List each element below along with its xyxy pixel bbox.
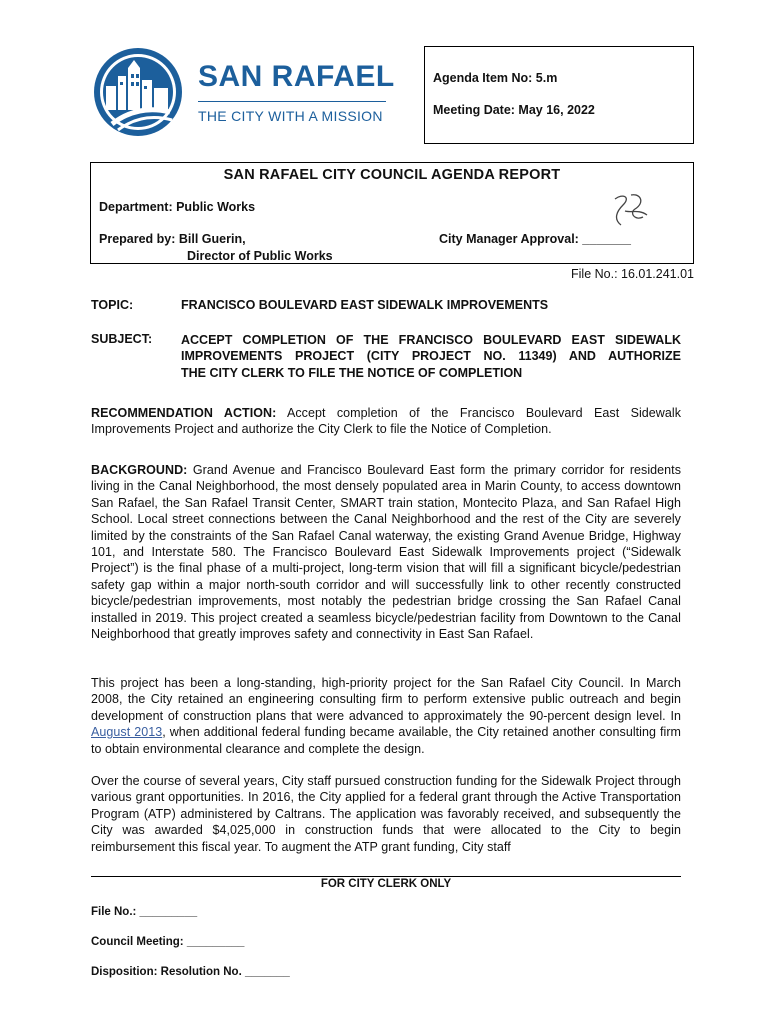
funding-paragraph: Over the course of several years, City staff pursued construction funding for the Sidewalk Project through various grant opportunities. In 2016, the City applied for a federal grant through the Active Transportation Program (ATP) administered by Caltrans. The application was favorably received, and subsequently the City was awarded $4,025,000 in construction funds that were allocated to the City to begin reimbursement this fiscal year. To augment the ATP grant funding, City staff xyxy=(91,774,681,854)
history-text-start: This project has been a long-standing, high-priority project for the San Rafael City Council. In March 2008, the City retained an engineering consulting firm to perform extensive public outreach and begin development of construction plans that were advanced to approximately the 90-percent design level. In xyxy=(91,676,681,723)
august-2013-link[interactable]: August 2013 xyxy=(91,725,163,740)
city-seal-icon xyxy=(92,46,184,138)
clerk-council-meeting: Council Meeting: _________ xyxy=(91,936,245,948)
logo-divider xyxy=(198,101,386,102)
topic-text: FRANCISCO BOULEVARD EAST SIDEWALK IMPROVEMENTS xyxy=(181,298,549,312)
clerk-disposition: Disposition: Resolution No. _______ xyxy=(91,966,290,978)
city-manager-approval: City Manager Approval: _______ xyxy=(439,232,631,246)
preparer-title: Director of Public Works xyxy=(187,249,333,263)
subject-line: THE CITY CLERK TO FILE THE NOTICE OF COMPLETION xyxy=(181,365,523,380)
history-text-end: , when additional federal funding became available, the City retained another consulting firm to obtain environmental clearance and complete the design. xyxy=(91,725,682,756)
report-header-box xyxy=(90,162,694,264)
subject-line: ACCEPT COMPLETION OF THE FRANCISCO BOULEVARD EAST SIDEWALK xyxy=(181,333,681,347)
subject-text xyxy=(181,332,681,381)
prepared-by-line: Prepared by: Bill Guerin, xyxy=(99,232,246,246)
subject-label: SUBJECT: xyxy=(91,332,153,346)
history-paragraph xyxy=(91,675,681,757)
handwritten-signature-icon xyxy=(601,191,657,233)
agenda-item-number: Agenda Item No: 5.m xyxy=(433,71,558,85)
city-tagline: THE CITY WITH A MISSION xyxy=(198,108,383,124)
recommendation-text: Accept completion of the Francisco Boulevard East Sidewalk Improvements Project and authorize the City Clerk to file the Notice of Completion. xyxy=(91,406,681,437)
background-text: Grand Avenue and Francisco Boulevard East form the primary corridor for residents living in the Canal Neighborhood, the most densely populated area in Marin County, to access downtown San Rafael, the San Rafael Transit Center, SMART train station, Montecito Plaza, and San Rafael High School. Local street connections between the Canal Neighborhood and the rest of the City are severely limited by the constraints of the San Rafael Canal waterway, the existing Grand Avenue Bridge, Highway 101, and Interstate 580. The Francisco Boulevard East Sidewalk Improvements project (“Sidewalk Project”) is the final phase of a multi-project, long-term vision that will fill a significant bicycle/pedestrian safety gap within a major north-south corridor and will successfully link to other recently constructed bicycle/pedestrian improvements, most notably the pedestrian bridge crossing the San Rafael Canal installed in 2019. This project created a seamless bicycle/pedestrian facility from Downtown to the Canal Neighborhood that greatly improves safety and connectivity in East San Rafael. xyxy=(91,463,681,642)
agenda-info-box xyxy=(424,46,694,144)
subject-line: IMPROVEMENTS PROJECT (CITY PROJECT NO. 11349) AND AUTHORIZE xyxy=(181,349,681,364)
city-logo xyxy=(92,46,395,146)
meeting-date: Meeting Date: May 16, 2022 xyxy=(433,103,595,117)
recommendation-label: RECOMMENDATION ACTION: xyxy=(91,406,277,420)
clerk-section-title: FOR CITY CLERK ONLY xyxy=(320,878,452,890)
recommendation-paragraph xyxy=(91,405,681,438)
department-line: Department: Public Works xyxy=(99,200,256,214)
city-name: SAN RAFAEL xyxy=(198,60,395,93)
file-number: File No.: 16.01.241.01 xyxy=(571,267,694,281)
topic-label: TOPIC: xyxy=(91,298,134,312)
background-label: BACKGROUND: xyxy=(91,463,188,477)
clerk-section-divider xyxy=(91,876,681,877)
background-paragraph xyxy=(91,462,681,642)
report-title: SAN RAFAEL CITY COUNCIL AGENDA REPORT xyxy=(223,167,561,183)
clerk-file-number: File No.: _________ xyxy=(91,906,198,918)
